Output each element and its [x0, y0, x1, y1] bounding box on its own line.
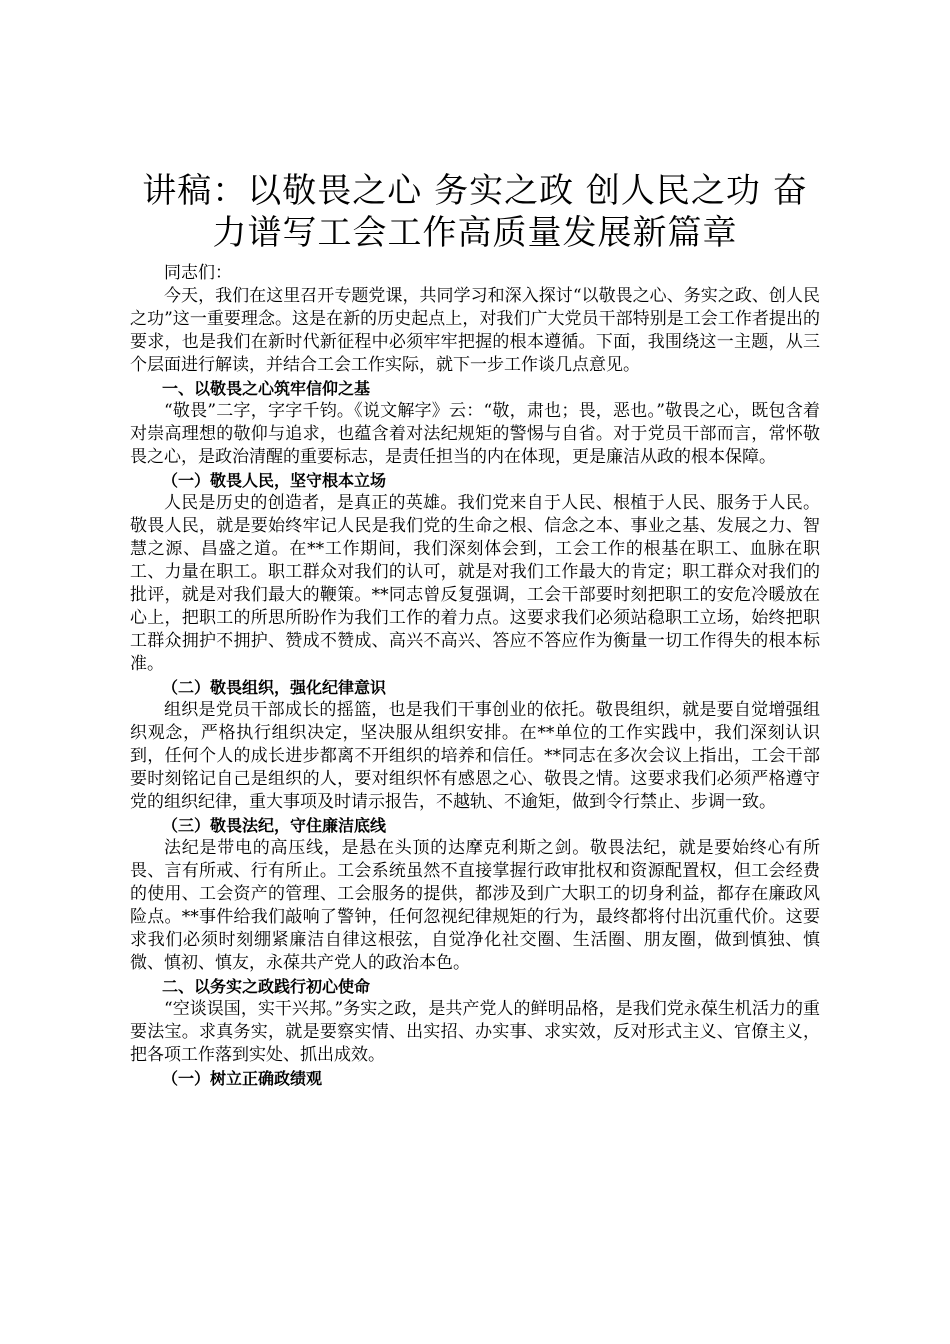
section-paragraph: “空谈误国，实干兴邦。”务实之政，是共产党人的鲜明品格，是我们党永葆生机活力的重要法宝。求真务实，就是要察实情、出实招、办实事、求实效，反对形式主义、官僚主义，把各项工作落到实处、抓出成效。	[130, 999, 820, 1065]
section-heading: 一、以敬畏之心筑牢信仰之基	[162, 379, 371, 398]
subsection-paragraph: 人民是历史的创造者，是真正的英雄。我们党来自于人民、根植于人民、服务于人民。敬畏人民，就是要始终牢记人民是我们党的生命之根、信念之本、事业之基、发展之力、智慧之源、昌盛之道。在**工作期间，我们深刻体会到，工会工作的根基在职工、血脉在职工、力量在职工。职工群众对我们的认可，就是对我们工作最大的肯定；职工群众对我们的批评，就是对我们最大的鞭策。**同志曾反复强调，工会干部要时刻把职工的安危冷暖放在心上，把职工的所思所盼作为我们工作的着力点。这要求我们必须站稳职工立场，始终把职工群众拥护不拥护、赞成不赞成、高兴不高兴、答应不答应作为衡量一切工作得失的根本标准。	[130, 493, 820, 674]
greeting: 同志们：	[164, 263, 232, 283]
document-page	[130, 170, 820, 1090]
subsection-heading: （三）敬畏法纪，守住廉洁底线	[162, 816, 387, 835]
document-title: 讲稿：以敬畏之心 务实之政 创人民之功 奋力谱写工会工作高质量发展新篇章	[142, 171, 808, 253]
subsection-paragraph: 组织是党员干部成长的摇篮，也是我们干事创业的依托。敬畏组织，就是要自觉增强组织观念，严格执行组织决定，坚决服从组织安排。在**单位的工作实践中，我们深刻认识到，任何个人的成长进步都离不开组织的培养和信任。**同志在多次会议上指出，工会干部要时刻铭记自己是组织的人，要对组织怀有感恩之心、敬畏之情。这要求我们必须严格遵守党的组织纪律，重大事项及时请示报告，不越轨、不逾矩，做到令行禁止、步调一致。	[130, 700, 820, 812]
intro-paragraph: 今天，我们在这里召开专题党课，共同学习和深入探讨“以敬畏之心、务实之政、创人民之功”这一重要理念。这是在新的历史起点上，对我们广大党员干部特别是工会工作者提出的要求，也是我们在新时代新征程中必须牢牢把握的根本遵循。下面，我围绕这一主题，从三个层面进行解读，并结合工会工作实际，就下一步工作谈几点意见。	[130, 286, 820, 375]
section-paragraph: “敬畏”二字，字字千钧。《说文解字》云：“敬，肃也；畏，恶也。”敬畏之心，既包含着对崇高理想的敬仰与追求，也蕴含着对法纪规矩的警惕与自省。对于党员干部而言，常怀敬畏之心，是政治清醒的重要标志，是责任担当的内在体现，更是廉洁从政的根本保障。	[130, 401, 820, 467]
section-heading: 二、以务实之政践行初心使命	[162, 977, 371, 996]
subsection-heading: （二）敬畏组织，强化纪律意识	[162, 678, 387, 697]
subsection-paragraph: 法纪是带电的高压线，是悬在头顶的达摩克利斯之剑。敬畏法纪，就是要始终心有所畏、言有所戒、行有所止。工会系统虽然不直接掌握行政审批权和资源配置权，但工会经费的使用、工会资产的管理、工会服务的提供，都涉及到广大职工的切身利益，都存在廉政风险点。**事件给我们敲响了警钟，任何忽视纪律规矩的行为，最终都将付出沉重代价。这要求我们必须时刻绷紧廉洁自律这根弦，自觉净化社交圈、生活圈、朋友圈，做到慎独、慎微、慎初、慎友，永葆共产党人的政治本色。	[130, 838, 820, 973]
subsection-heading: （一）敬畏人民，坚守根本立场	[162, 471, 387, 490]
subsection-heading: （一）树立正确政绩观	[162, 1069, 323, 1088]
